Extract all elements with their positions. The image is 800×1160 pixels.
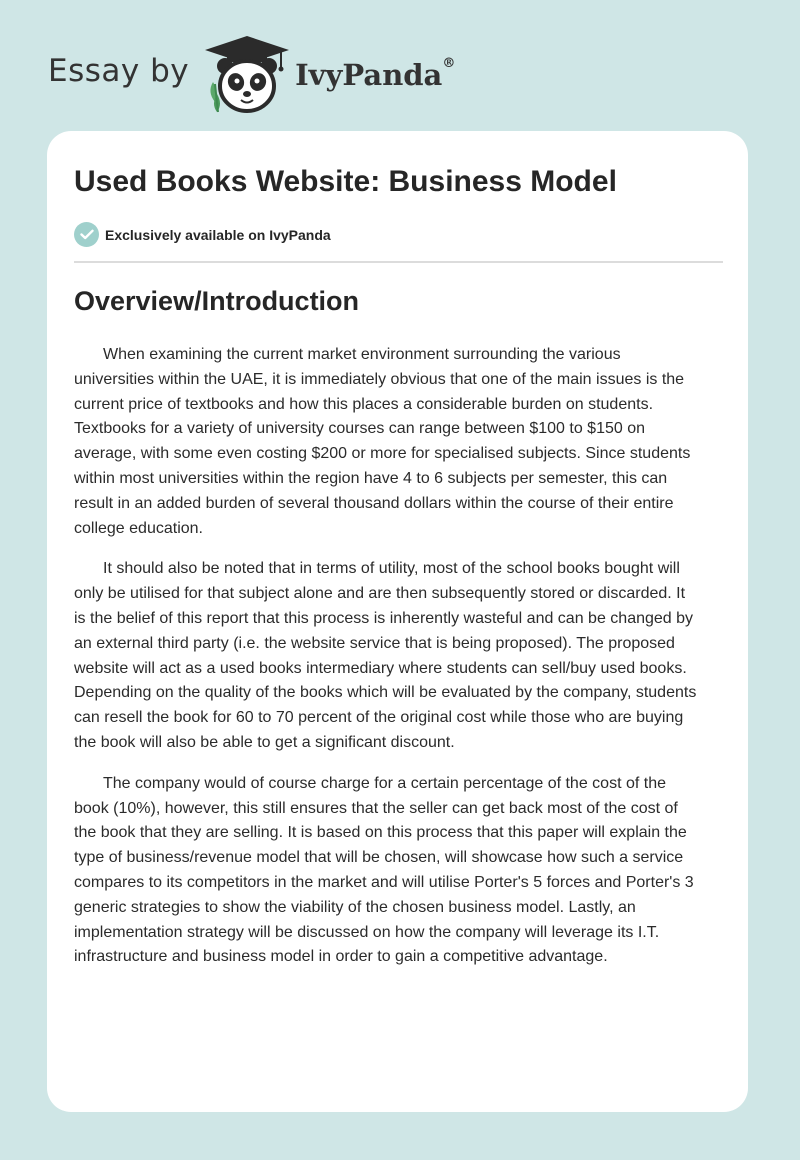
exclusive-label: Exclusively available on IvyPanda [105,226,331,243]
registered-mark: ® [442,56,456,71]
essay-body [74,343,726,986]
ivypanda-wordmark[interactable] [295,58,455,92]
section-heading: Overview/Introduction [74,286,360,316]
site-header [48,34,455,114]
check-circle-icon [74,222,99,247]
brand-name-text: IvyPanda [295,58,443,92]
panda-graduate-icon[interactable] [203,34,291,114]
essay-card [47,131,748,1112]
title-divider [74,261,723,263]
paragraph: The company would of course charge for a certain percentage of the cost of the book (10%), however, this still ensures that the seller can get back most of the cost of the book that they are selling. It is based on this process that this paper will explain the type of business/revenue model that will be chosen, will showcase how such a service compares to its competitors in the market and will utilise Porter's 5 forces and Porter's 3 generic strategies to show the viability of the chosen business model. Lastly, an implementation strategy will be discussed on how the company will leverage its I.T. infrastructure and business model in order to gain a competitive advantage. [74,774,694,966]
paragraph: It should also be noted that in terms of utility, most of the school books bought will only be utilised for that subject alone and are then subsequently stored or discarded. It is the belief of this report that this process is inherently wasteful and can be changed by an external third party (i.e. the website service that is being proposed). The proposed website will act as a used books intermediary where students can sell/buy used books. Depending on the quality of the books which will be evaluated by the company, students can resell the book for 60 to 70 percent of the original cost while those who are buying the book will also be able to get a significant discount. [74,560,697,751]
exclusive-badge [74,222,331,247]
essay-by-label: Essay by [48,53,190,89]
paragraph: When examining the current market environment surrounding the various universities within the UAE, it is immediately obvious that one of the main issues is the current price of textbooks and how this places a considerable burden on students. Textbooks for a variety of university courses can range between $100 to $150 on average, with some even costing $200 or more for specialised subjects. Since students within most universities within the region have 4 to 6 subjects per semester, this can result in an added burden of several thousand dollars within the course of their entire college education. [74,346,691,537]
essay-title: Used Books Website: Business Model [74,165,617,198]
